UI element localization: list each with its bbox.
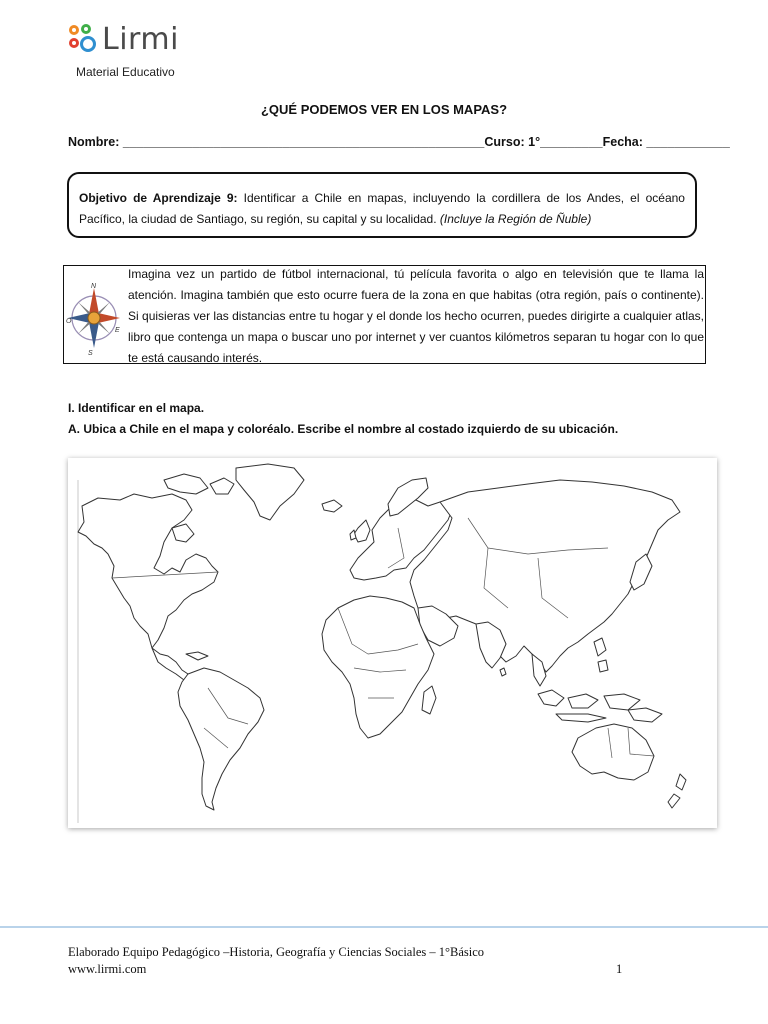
logo-wordmark: Lirmi xyxy=(102,22,179,57)
world-map-outline-icon[interactable] xyxy=(68,458,717,828)
map-new-zealand xyxy=(676,774,686,790)
objective-label: Objetivo de Aprendizaje 9: xyxy=(79,191,238,205)
worksheet-title: ¿QUÉ PODEMOS VER EN LOS MAPAS? xyxy=(260,102,508,117)
map-hudson xyxy=(172,524,194,542)
footer-divider xyxy=(0,926,768,928)
compass-letter-o: O xyxy=(66,318,72,325)
map-arctic-islands xyxy=(164,474,208,494)
compass-letter-n: N xyxy=(91,283,97,290)
objective-note: (Incluye la Región de Ñuble) xyxy=(439,212,592,226)
map-greenland xyxy=(236,464,304,520)
logo-dots-icon xyxy=(68,23,100,57)
footer-credit: Elaborado Equipo Pedagógico –Historia, Geografía y Ciencias Sociales – 1°Básico xyxy=(68,945,485,959)
map-australia xyxy=(572,724,654,780)
world-map-frame xyxy=(68,458,717,828)
map-north-america xyxy=(78,494,218,648)
page-number: 1 xyxy=(616,962,623,976)
compass-letter-e: E xyxy=(115,327,120,334)
imagine-box xyxy=(63,265,706,364)
map-indonesia xyxy=(538,690,564,706)
learning-objective-box xyxy=(67,172,697,238)
objective-text: Identificar a Chile en mapas, incluyendo la cordillera de los Andes, el océano Pacífico, la ciudad de Santiago, su región, su capital y su localidad. xyxy=(79,191,685,226)
compass-rose-icon xyxy=(66,276,122,356)
imagine-text: Imagina vez un partido de fútbol internacional, tú película favorita o algo en televisión que te llama la atención. Imagina también que esto ocurre fuera de la zona en que habitas (otra región, país o continente). Si quisieras ver las distancias entre tu hogar y el donde los hecho ocurren, puedes dirigirte a cualquier atlas, libro que contenga un mapa o buscar uno por internet y ver cuantos kilómetros separan tu hogar con lo que te está causando interés. xyxy=(128,267,704,365)
student-info-line: Nombre: ____________________________________________________Curso: 1°_________Fecha: ____________ xyxy=(68,135,730,149)
compass-letter-s: S xyxy=(88,350,93,356)
logo-tagline: Material Educativo xyxy=(76,65,175,79)
section-heading: I. Identificar en el mapa. xyxy=(68,401,205,415)
map-uk xyxy=(354,520,370,542)
map-central-america xyxy=(152,648,188,680)
map-south-america xyxy=(178,668,264,810)
section-instruction: A. Ubica a Chile en el mapa y coloréalo. Escribe el nombre al costado izquierdo de su ubicación. xyxy=(68,422,619,436)
map-africa xyxy=(322,596,434,738)
lirmi-logo xyxy=(68,22,179,57)
footer-url[interactable]: www.lirmi.com xyxy=(68,962,147,976)
map-madagascar xyxy=(422,686,436,714)
